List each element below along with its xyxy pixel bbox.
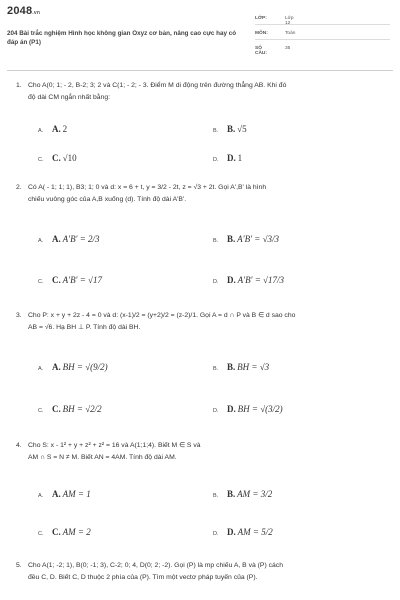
option-label: A. xyxy=(38,238,44,244)
option-label: B. xyxy=(213,493,219,499)
question-line: Có A( - 1; 1; 1), B3; 1; 0 và d: x = 6 + t, y = 3/2 - 2t, z = √3 + 2t. Gọi A',B' là hình xyxy=(28,184,267,191)
option-letter: A. xyxy=(52,362,61,372)
option-label: A. xyxy=(38,366,44,372)
q3-option-a[interactable] xyxy=(38,362,108,372)
option-letter: D. xyxy=(227,153,236,163)
q4-option-c[interactable] xyxy=(38,527,91,537)
option-letter: D. xyxy=(227,527,236,537)
q3-option-b[interactable] xyxy=(213,362,269,372)
question-text xyxy=(28,560,368,584)
question-number: 3. xyxy=(16,312,22,319)
option-value: BH = √2/2 xyxy=(62,404,102,414)
option-label: D. xyxy=(213,408,219,414)
q2-option-c[interactable] xyxy=(38,275,102,285)
question-line: Cho P: x + y + 2z - 4 = 0 và d: (x-1)/2 = (y+2)/2 = (z-2)/1. Gọi A = d ∩ P và B ∈ d sao cho xyxy=(28,312,296,319)
question-line: Cho A(0; 1; - 2, B-2; 3; 2 và C(1; - 2; - 3. Điểm M di động trên đường thẳng AB. Khi đó xyxy=(28,82,287,89)
logo-suffix: .vn xyxy=(32,10,41,16)
option-label: B. xyxy=(213,128,219,134)
meta-divider xyxy=(255,39,390,40)
q2-option-d[interactable] xyxy=(213,275,284,285)
option-value: 1 xyxy=(237,153,243,163)
option-letter: C. xyxy=(52,275,61,285)
option-value: √10 xyxy=(62,153,77,163)
option-letter: C. xyxy=(52,153,61,163)
q4-option-d[interactable] xyxy=(213,527,273,537)
question-number: 1. xyxy=(16,82,22,89)
option-label: C. xyxy=(38,279,44,285)
option-value: AM = 1 xyxy=(62,489,91,499)
option-letter: C. xyxy=(52,527,61,537)
option-value: 2 xyxy=(62,124,68,134)
question-line: độ dài CM ngắn nhất bằng: xyxy=(28,94,111,101)
option-label: B. xyxy=(213,238,219,244)
q1-option-b[interactable] xyxy=(213,124,247,134)
option-letter: D. xyxy=(227,404,236,414)
option-value: BH = √3 xyxy=(237,362,270,372)
option-letter: C. xyxy=(52,404,61,414)
option-value: AM = 2 xyxy=(62,527,91,537)
option-letter: D. xyxy=(227,275,236,285)
option-label: A. xyxy=(38,493,44,499)
option-letter: A. xyxy=(52,124,61,134)
meta-count-label: SỐ CÂU: xyxy=(255,46,267,56)
option-label: C. xyxy=(38,408,44,414)
option-letter: B. xyxy=(227,124,236,134)
option-label: B. xyxy=(213,366,219,372)
question-line: đều C, D. Biết C, D thuộc 2 phía của (P). Tìm một vectơ pháp tuyến của (P). xyxy=(28,574,258,581)
q1-option-d[interactable] xyxy=(213,153,242,163)
question-text xyxy=(28,310,368,334)
question-text xyxy=(28,80,368,104)
option-label: C. xyxy=(38,157,44,163)
q1-option-c[interactable] xyxy=(38,153,77,163)
site-logo[interactable] xyxy=(7,5,40,17)
option-letter: B. xyxy=(227,234,236,244)
option-value: A'B' = √17/3 xyxy=(237,275,284,285)
q1-option-a[interactable] xyxy=(38,124,67,134)
option-letter: B. xyxy=(227,362,236,372)
question-line: Cho S: x - 1² + y + z² + z² = 16 và A(1;1;4). Biết M ∈ S và xyxy=(28,442,201,449)
option-value: AM = 5/2 xyxy=(237,527,273,537)
question-line: Cho A(1; -2; 1), B(0; -1; 3), C-2; 0; 4, D(0; 2; -2). Gọi (P) là mp chiếu A, B và (P) cách xyxy=(28,562,283,569)
option-label: D. xyxy=(213,531,219,537)
option-letter: A. xyxy=(52,489,61,499)
option-letter: A. xyxy=(52,234,61,244)
option-value: AM = 3/2 xyxy=(237,489,273,499)
question-line: chiếu vuông góc của A,B xuống (d). Tính độ dài A'B'. xyxy=(28,196,187,203)
question-number: 5. xyxy=(16,562,22,569)
question-text xyxy=(28,182,368,206)
question-line: AB = √6. Hạ BH ⊥ P. Tính độ dài BH. xyxy=(28,324,141,331)
meta-divider xyxy=(255,24,390,25)
q4-option-a[interactable] xyxy=(38,489,91,499)
option-label: D. xyxy=(213,157,219,163)
header-divider xyxy=(7,70,393,71)
option-value: BH = √(3/2) xyxy=(237,404,283,414)
question-number: 4. xyxy=(16,442,22,449)
q3-option-c[interactable] xyxy=(38,404,102,414)
option-value: BH = √(9/2) xyxy=(62,362,108,372)
meta-grade-label: LỚP: xyxy=(255,16,267,21)
question-number: 2. xyxy=(16,184,22,191)
option-value: A'B' = √3/3 xyxy=(237,234,280,244)
option-label: D. xyxy=(213,279,219,285)
option-label: A. xyxy=(38,128,44,134)
question-line: AM ∩ S = N ≠ M. Biết AN = 4AM. Tính độ dài AM. xyxy=(28,454,177,461)
q2-option-a[interactable] xyxy=(38,234,100,244)
logo-text: 2048 xyxy=(7,5,33,17)
q4-option-b[interactable] xyxy=(213,489,272,499)
option-letter: B. xyxy=(227,489,236,499)
meta-count-value: 35 xyxy=(285,46,291,51)
option-label: C. xyxy=(38,531,44,537)
question-text xyxy=(28,440,368,464)
q2-option-b[interactable] xyxy=(213,234,279,244)
meta-subject-value: Toán xyxy=(285,31,296,36)
option-value: A'B' = √17 xyxy=(62,275,102,285)
option-value: √5 xyxy=(237,124,247,134)
meta-grade-value: Lớp 12 xyxy=(285,16,294,26)
option-value: A'B' = 2/3 xyxy=(62,234,100,244)
meta-subject-label: MÔN: xyxy=(255,31,268,36)
document-title: 204 Bài trắc nghiệm Hình học không gian Oxyz cơ bản, nâng cao cực hay có đáp án (P1) xyxy=(7,30,237,46)
q3-option-d[interactable] xyxy=(213,404,283,414)
